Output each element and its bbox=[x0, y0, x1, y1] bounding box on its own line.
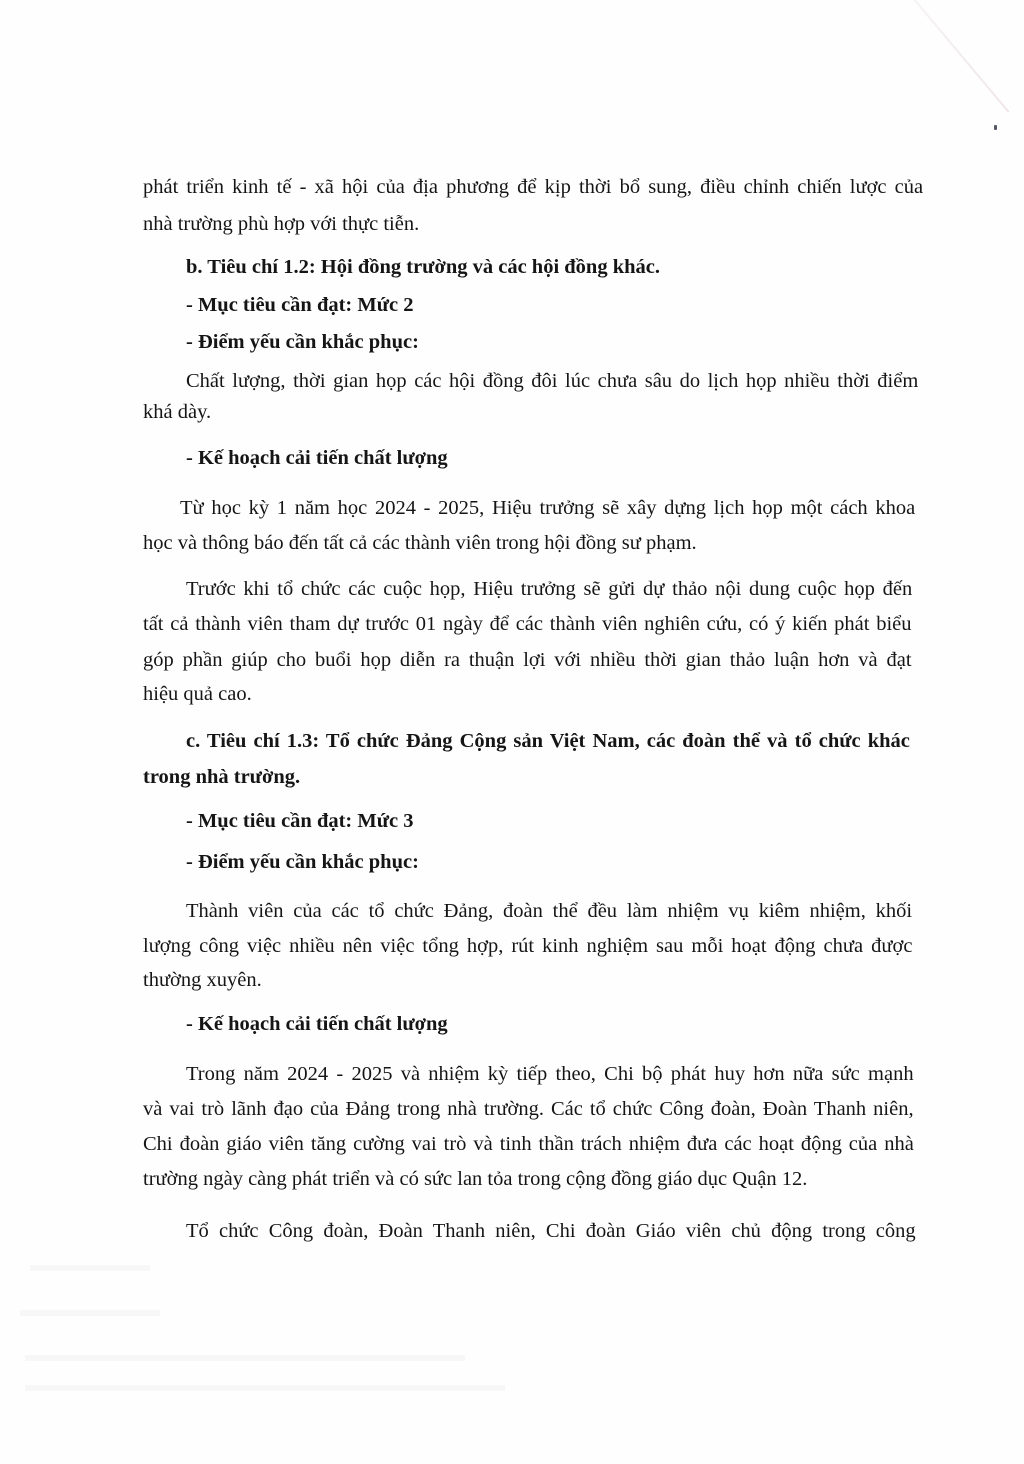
bleed-through-mark bbox=[25, 1355, 465, 1361]
paragraph-line: và vai trò lãnh đạo của Đảng trong nhà trường. Các tổ chức Công đoàn, Đoàn Thanh niên, bbox=[143, 1098, 914, 1120]
paragraph-line: góp phần giúp cho buổi họp diễn ra thuận lợi với nhiều thời gian thảo luận hơn và đạt bbox=[143, 649, 912, 671]
scan-speck bbox=[994, 125, 997, 130]
bleed-through-mark bbox=[25, 1385, 505, 1391]
paragraph-line: lượng công việc nhiều nên việc tổng hợp, rút kinh nghiệm sau mỗi hoạt động chưa được bbox=[143, 935, 913, 957]
paragraph-line: Chi đoàn giáo viên tăng cường vai trò và tinh thần trách nhiệm đưa các hoạt động của nhà bbox=[143, 1133, 914, 1155]
paragraph-line: Trước khi tổ chức các cuộc họp, Hiệu trưởng sẽ gửi dự thảo nội dung cuộc họp đến bbox=[186, 578, 913, 600]
paragraph-line: hiệu quả cao. bbox=[143, 683, 252, 705]
paragraph-line: Chất lượng, thời gian họp các hội đồng đôi lúc chưa sâu do lịch họp nhiều thời điểm bbox=[186, 370, 919, 392]
weakness-heading: - Điểm yếu cần khắc phục: bbox=[186, 331, 419, 353]
section-heading-c-continued: trong nhà trường. bbox=[143, 766, 301, 788]
paragraph-line: nhà trường phù hợp với thực tiễn. bbox=[143, 213, 420, 235]
improvement-plan-heading: - Kế hoạch cải tiến chất lượng bbox=[186, 447, 448, 469]
paragraph-line: Từ học kỳ 1 năm học 2024 - 2025, Hiệu trưởng sẽ xây dựng lịch họp một cách khoa bbox=[180, 497, 916, 519]
paragraph-line: trường ngày càng phát triển và có sức lan tỏa trong cộng đồng giáo dục Quận 12. bbox=[143, 1168, 808, 1190]
section-heading-b: b. Tiêu chí 1.2: Hội đồng trường và các hội đồng khác. bbox=[186, 256, 660, 278]
paragraph-line: tất cả thành viên tham dự trước 01 ngày để các thành viên nghiên cứu, có ý kiến phát biểu bbox=[143, 613, 912, 635]
target-level-label: - Mục tiêu cần đạt: Mức 3 bbox=[186, 810, 414, 832]
paragraph-line: Trong năm 2024 - 2025 và nhiệm kỳ tiếp theo, Chi bộ phát huy hơn nữa sức mạnh bbox=[186, 1063, 914, 1085]
improvement-plan-heading: - Kế hoạch cải tiến chất lượng bbox=[186, 1013, 448, 1035]
paragraph-line: Tổ chức Công đoàn, Đoàn Thanh niên, Chi đoàn Giáo viên chủ động trong công bbox=[186, 1220, 916, 1242]
paragraph-line: thường xuyên. bbox=[143, 969, 262, 991]
bleed-through-mark bbox=[20, 1310, 160, 1316]
target-level-label: - Mục tiêu cần đạt: Mức 2 bbox=[186, 294, 414, 316]
scan-scratch-mark bbox=[905, 0, 1009, 113]
paragraph-line: Thành viên của các tổ chức Đảng, đoàn thể đều làm nhiệm vụ kiêm nhiệm, khối bbox=[186, 900, 913, 922]
bleed-through-mark bbox=[30, 1265, 150, 1271]
weakness-heading: - Điểm yếu cần khắc phục: bbox=[186, 851, 419, 873]
section-heading-c: c. Tiêu chí 1.3: Tổ chức Đảng Cộng sản Việt Nam, các đoàn thể và tổ chức khác bbox=[186, 730, 910, 752]
paragraph-line: phát triển kinh tế - xã hội của địa phương để kịp thời bổ sung, điều chỉnh chiến lược của bbox=[143, 176, 924, 198]
paragraph-line: học và thông báo đến tất cả các thành viên trong hội đồng sư phạm. bbox=[143, 532, 697, 554]
paragraph-line: khá dày. bbox=[143, 401, 212, 423]
